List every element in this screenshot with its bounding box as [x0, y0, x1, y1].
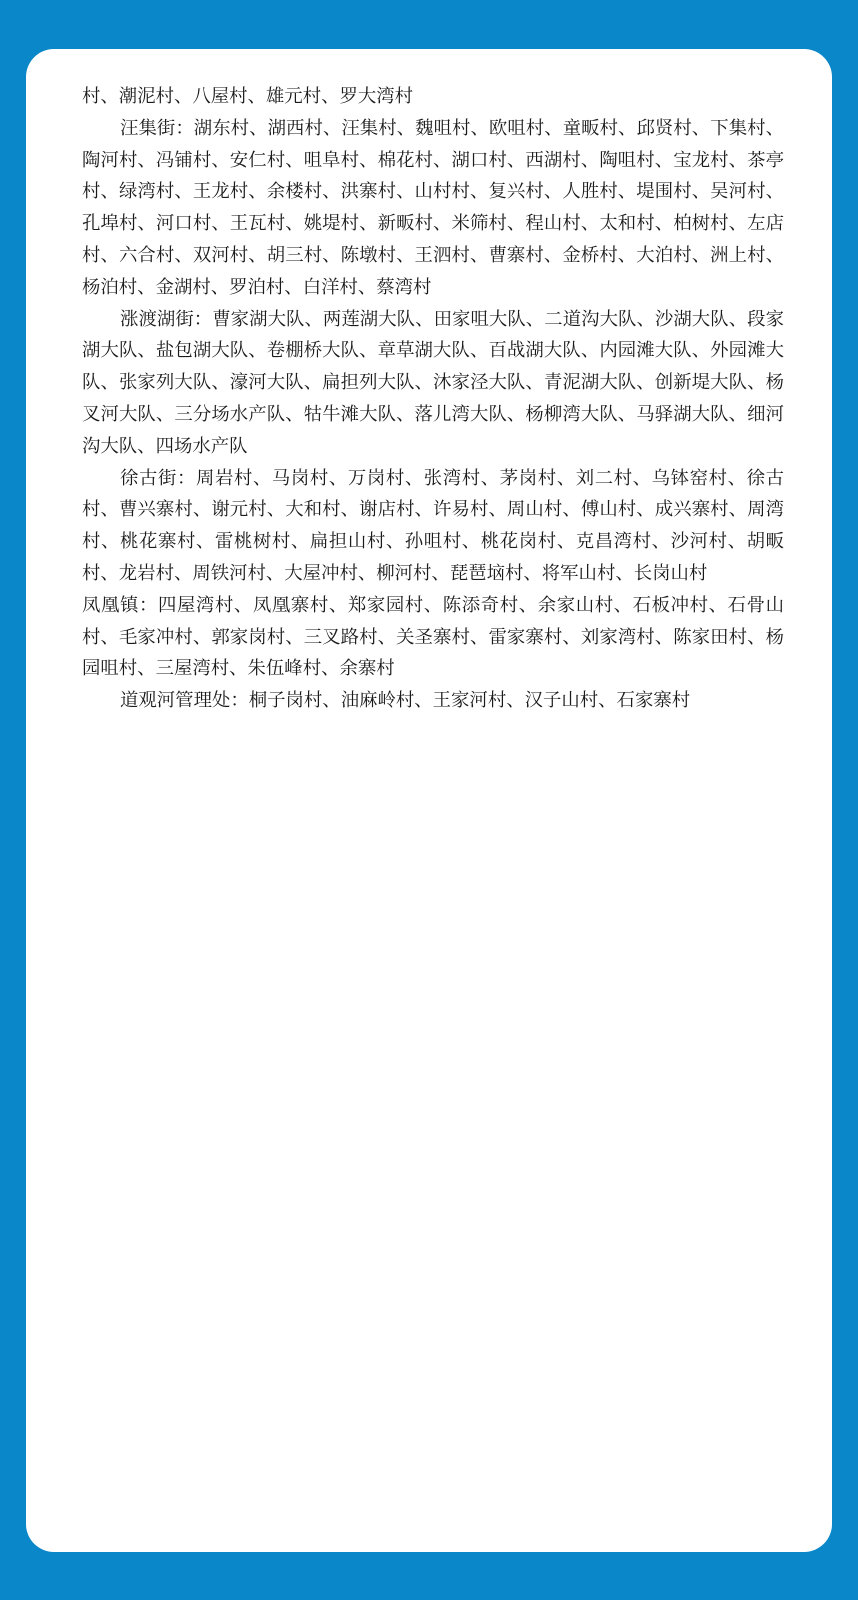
- paragraph-continuation: 村、潮泥村、八屋村、雄元村、罗大湾村: [82, 86, 414, 107]
- document-card: [26, 49, 832, 1552]
- paragraph-zhangduhu: 涨渡湖街：曹家湖大队、两莲湖大队、田家咀大队、二道沟大队、沙湖大队、段家湖大队、盐包湖大队、卷棚桥大队、章草湖大队、百战湖大队、内园滩大队、外园滩大队、张家列大队、濠河大队、扁担列大队、沐家泾大队、青泥湖大队、创新堤大队、杨叉河大队、三分场水产队、牯牛滩大队、落儿湾大队、杨柳湾大队、马驿湖大队、细河沟大队、四场水产队: [82, 308, 784, 457]
- paragraph-wangji: 汪集街：湖东村、湖西村、汪集村、魏咀村、欧咀村、童畈村、邱贤村、下集村、陶河村、冯铺村、安仁村、咀阜村、棉花村、湖口村、西湖村、陶咀村、宝龙村、茶亭村、绿湾村、王龙村、余楼村、洪寨村、山村村、复兴村、人胜村、堤围村、吴河村、孔埠村、河口村、王瓦村、姚堤村、新畈村、米筛村、程山村、太和村、柏树村、左店村、六合村、双河村、胡三村、陈墩村、王泗村、曹寨村、金桥村、大泊村、洲上村、杨泊村、金湖村、罗泊村、白洋村、蔡湾村: [82, 117, 784, 298]
- paragraph-xugu: 徐古街：周岩村、马岗村、万岗村、张湾村、茅岗村、刘二村、乌钵窑村、徐古村、曹兴寨村、谢元村、大和村、谢店村、许易村、周山村、傅山村、成兴寨村、周湾村、桃花寨村、雷桃树村、扁担山村、孙咀村、桃花岗村、克昌湾村、沙河村、胡畈村、龙岩村、周铁河村、大屋冲村、柳河村、琵琶垴村、将军山村、长岗山村: [82, 467, 784, 584]
- paragraph-daoguanhe: 道观河管理处：桐子岗村、油麻岭村、王家河村、汉子山村、石家寨村: [120, 690, 691, 712]
- paragraph-fenghuang: 凤凰镇：四屋湾村、凤凰寨村、郑家园村、陈添奇村、余家山村、石板冲村、石骨山村、毛家冲村、郭家岗村、三叉路村、关圣寨村、雷家寨村、刘家湾村、陈家田村、杨园咀村、三屋湾村、朱伍峰村、余寨村: [82, 594, 784, 680]
